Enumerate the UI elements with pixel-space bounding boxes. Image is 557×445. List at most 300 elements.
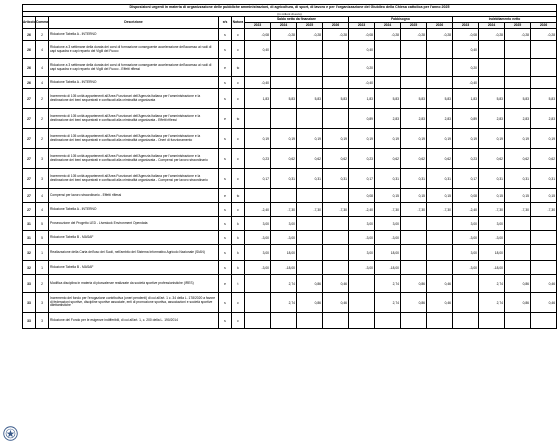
cell-value-saldo [245, 109, 271, 129]
cell-value-ind: 0,62 [531, 149, 557, 169]
cell-value-ind: 0,15 [531, 189, 557, 203]
cell-value-saldo: 0,62 [297, 149, 323, 169]
cell-value-fab [349, 313, 375, 329]
cell-value-ind: 0,40 [453, 41, 479, 59]
cell-value-saldo: -0,40 [245, 77, 271, 89]
cell-value-saldo: 0,19 [245, 129, 271, 149]
cell-natura: k [232, 245, 245, 261]
header-year-indebitamento: 2023 [453, 23, 479, 29]
cell-value-saldo: 0,46 [323, 293, 349, 313]
cell-value-fab: 0,19 [427, 129, 453, 149]
cell-value-fab: 0,31 [401, 169, 427, 189]
cell-value-saldo: 0,62 [271, 149, 297, 169]
cell-value-saldo: -3,00 [245, 261, 271, 275]
cell-value-saldo [271, 109, 297, 129]
table-row [23, 169, 557, 189]
cell-comma: 3 [36, 293, 49, 313]
cell-value-saldo [323, 245, 349, 261]
cell-value-fab: -0,40 [349, 77, 375, 89]
cell-value-fab: 0,17 [349, 169, 375, 189]
cell-comma: 4 [36, 203, 49, 217]
cell-value-saldo: 5,83 [297, 89, 323, 109]
cell-value-saldo: 3,00 [271, 217, 297, 231]
cell-value-fab: -3,00 [349, 231, 375, 245]
cell-value-ind: 0,19 [479, 129, 505, 149]
cell-value-saldo [297, 41, 323, 59]
cell-value-saldo: 0,86 [297, 293, 323, 313]
cell-natura: c [232, 293, 245, 313]
cell-natura: c [232, 129, 245, 149]
cell-value-ind: -7,30 [505, 203, 531, 217]
cell-value-fab [375, 41, 401, 59]
cell-value-saldo [245, 275, 271, 293]
cell-es: s [219, 77, 232, 89]
cell-es: s [219, 245, 232, 261]
header-year-fabbisogno: 2026 [427, 23, 453, 29]
cell-natura: t [232, 275, 245, 293]
cell-value-ind [531, 261, 557, 275]
cell-descrizione: Riduzione Tabella A - INTERNO [49, 29, 219, 41]
cell-value-saldo [323, 217, 349, 231]
cell-value-fab: -2,40 [349, 203, 375, 217]
cell-value-saldo: -0,28 [297, 29, 323, 41]
cell-value-saldo [245, 59, 271, 77]
cell-value-saldo: 0,17 [245, 169, 271, 189]
cell-natura: c [232, 313, 245, 329]
header-group-saldo: Saldo netto da finanziare [245, 17, 349, 23]
table-row [23, 217, 557, 231]
cell-comma: 2 [36, 129, 49, 149]
cell-value-saldo: 0,86 [297, 275, 323, 293]
header-year-indebitamento: 2025 [505, 23, 531, 29]
cell-value-saldo [297, 217, 323, 231]
cell-value-ind: -3,00 [479, 231, 505, 245]
cell-value-fab: -7,30 [427, 203, 453, 217]
cell-value-ind: -0,28 [479, 29, 505, 41]
cell-articolo: 31 [23, 217, 36, 231]
cell-es: s [219, 149, 232, 169]
cell-descrizione: Compensi per lavoro straordinario - Effetti riflessi [49, 189, 219, 203]
cell-value-ind [479, 313, 505, 329]
cell-value-ind [505, 261, 531, 275]
cell-value-saldo: 0,46 [323, 275, 349, 293]
cell-value-saldo: 2,74 [271, 275, 297, 293]
cell-value-fab [427, 59, 453, 77]
cell-value-ind: 0,15 [479, 189, 505, 203]
cell-value-fab [375, 59, 401, 77]
cell-value-ind: 0,89 [453, 109, 479, 129]
cell-comma: 2 [36, 89, 49, 109]
cell-value-fab: 2,74 [375, 293, 401, 313]
cell-value-saldo: 1,83 [245, 89, 271, 109]
cell-value-saldo [323, 189, 349, 203]
header-year-saldo: 2023 [245, 23, 271, 29]
cell-natura: c [232, 203, 245, 217]
cell-comma: 4 [36, 189, 49, 203]
cell-natura: c [232, 149, 245, 169]
cell-value-fab: 5,83 [427, 89, 453, 109]
cell-descrizione: Riduzione Tabella A - INTERNO [49, 203, 219, 217]
cell-value-saldo: -2,40 [245, 203, 271, 217]
table-subtitle: (in milioni di euro) [23, 12, 557, 17]
cell-value-saldo: 3,00 [245, 217, 271, 231]
cell-value-ind: 0,17 [453, 169, 479, 189]
cell-es: s [219, 261, 232, 275]
cell-value-saldo [271, 77, 297, 89]
cell-value-saldo: 0,40 [245, 41, 271, 59]
cell-articolo: 27 [23, 203, 36, 217]
cell-value-fab: 0,86 [401, 293, 427, 313]
cell-value-saldo: -3,00 [271, 231, 297, 245]
cell-value-ind: 0,46 [531, 275, 557, 293]
cell-value-ind [531, 77, 557, 89]
cell-value-ind: -3,00 [453, 261, 479, 275]
cell-descrizione: Incremento di 105 unità appartenenti all'Area Funzionari dell'Agenzia Italiana per l'amministrazione e la destinazione dei beni sequestrati e confiscati alla criminalità organizzata - Effetti riflessi [49, 109, 219, 129]
cell-value-fab: 5,83 [375, 89, 401, 109]
cell-es: s [219, 203, 232, 217]
cell-value-fab [375, 77, 401, 89]
cell-value-ind: 0,19 [453, 129, 479, 149]
cell-value-ind [505, 41, 531, 59]
cell-articolo: 27 [23, 129, 36, 149]
cell-value-fab: 0,08 [349, 189, 375, 203]
cell-value-ind: 18,00 [479, 245, 505, 261]
cell-articolo: 27 [23, 109, 36, 129]
cell-value-saldo: -0,08 [245, 29, 271, 41]
cell-value-ind [453, 293, 479, 313]
cell-value-fab: 5,83 [401, 89, 427, 109]
table-body [23, 29, 557, 329]
cell-value-saldo [297, 245, 323, 261]
cell-value-ind [531, 59, 557, 77]
cell-value-fab: 0,31 [427, 169, 453, 189]
table-title: Disposizioni urgenti in materia di organizzazione delle pubbliche amministrazioni, di agricoltura, di sport, di lavoro e per l'organizzazione del Giubileo della Chiesa cattolica per l'anno 2025 [23, 5, 557, 12]
cell-descrizione: Riduzione del Fondo per le esigenze indifferibili, di cui all'art. 1, c. 200 della L. 190/2014 [49, 313, 219, 329]
table-row [23, 245, 557, 261]
cell-value-fab: 0,23 [349, 149, 375, 169]
cell-value-ind: 0,86 [505, 275, 531, 293]
cell-natura: k [232, 261, 245, 275]
cell-es: e [219, 275, 232, 293]
cell-value-saldo: -18,00 [271, 261, 297, 275]
table-row [23, 109, 557, 129]
cell-value-fab: 0,15 [375, 189, 401, 203]
cell-value-ind: 2,83 [531, 109, 557, 129]
cell-value-fab: 0,19 [349, 129, 375, 149]
cell-value-ind: 0,08 [453, 189, 479, 203]
cell-value-saldo: 0,62 [323, 149, 349, 169]
cell-descrizione: Incremento di 105 unità appartenenti all'Area Funzionari dell'Agenzia Italiana per l'amministrazione e la destinazione dei beni sequestrati e confiscati alla criminalità organizzata - Compensi per lavoro straordinario [49, 169, 219, 189]
cell-value-saldo [271, 189, 297, 203]
cell-value-fab [349, 293, 375, 313]
cell-value-ind: 0,20 [453, 59, 479, 77]
cell-es: e [219, 59, 232, 77]
cell-comma: 1 [36, 245, 49, 261]
cell-value-ind [479, 77, 505, 89]
table-row [23, 77, 557, 89]
cell-value-fab: -0,28 [401, 29, 427, 41]
cell-value-ind: 2,83 [479, 109, 505, 129]
cell-value-ind: 5,83 [479, 89, 505, 109]
cell-value-ind: 3,00 [453, 217, 479, 231]
header-year-fabbisogno: 2023 [349, 23, 375, 29]
cell-value-saldo: 0,19 [297, 129, 323, 149]
cell-es: s [219, 129, 232, 149]
cell-value-saldo: 0,19 [271, 129, 297, 149]
cell-articolo: 27 [23, 149, 36, 169]
cell-value-saldo: 3,00 [245, 245, 271, 261]
cell-value-fab: -3,00 [375, 231, 401, 245]
cell-value-ind [453, 275, 479, 293]
cell-natura: tc [232, 189, 245, 203]
cell-value-ind: -0,28 [505, 29, 531, 41]
cell-value-ind: -0,28 [531, 29, 557, 41]
cell-natura: c [232, 77, 245, 89]
cell-descrizione: Riduzione Tabella B - MASAF [49, 231, 219, 245]
cell-value-ind: 0,23 [453, 149, 479, 169]
cell-value-fab: 0,46 [427, 275, 453, 293]
cell-natura: c [232, 41, 245, 59]
cell-value-saldo: 5,83 [271, 89, 297, 109]
cell-value-ind: 3,00 [453, 245, 479, 261]
cell-es: e [219, 109, 232, 129]
cell-articolo: 32 [23, 261, 36, 275]
cell-value-ind [531, 41, 557, 59]
cell-value-saldo [297, 77, 323, 89]
cell-value-fab: 3,00 [375, 217, 401, 231]
cell-descrizione: Realizzazione della Carta dell'uso dei Suoli, nell'ambito del Sistema Informativo Agricolo Nazionale (SIAN) [49, 245, 219, 261]
cell-natura: k [232, 217, 245, 231]
cell-value-ind [479, 41, 505, 59]
cell-value-saldo [271, 41, 297, 59]
cell-descrizione: Riduzione Tabella A - INTERNO [49, 77, 219, 89]
cell-value-saldo: -7,30 [297, 203, 323, 217]
cell-comma: 2 [36, 29, 49, 41]
header-year-saldo: 2025 [297, 23, 323, 29]
cell-es: s [219, 217, 232, 231]
cell-value-ind: 0,19 [531, 129, 557, 149]
cell-value-fab [401, 245, 427, 261]
cell-descrizione: Riduzione a 3 settimane della durata dei corsi di formazione conseguente accelerazione dell'accesso ai ruoli di capi squadra e capi reparto del Vigili del Fuoco [49, 41, 219, 59]
cell-comma: 2 [36, 109, 49, 129]
cell-value-fab: 0,89 [349, 109, 375, 129]
cell-value-fab: 0,46 [427, 293, 453, 313]
cell-articolo: 27 [23, 169, 36, 189]
cell-value-fab [401, 59, 427, 77]
cell-comma: 4 [36, 59, 49, 77]
cell-comma: 4 [36, 77, 49, 89]
cell-comma: 2 [36, 275, 49, 293]
cell-value-fab [401, 313, 427, 329]
cell-value-saldo: -3,00 [245, 231, 271, 245]
cell-value-ind: 0,15 [505, 189, 531, 203]
cell-value-ind: -0,40 [453, 77, 479, 89]
cell-articolo: 26 [23, 59, 36, 77]
cell-value-ind: -3,00 [453, 231, 479, 245]
cell-value-fab [401, 217, 427, 231]
header-descrizione: Descrizione [49, 17, 219, 29]
cell-value-saldo [323, 109, 349, 129]
cell-value-fab: 0,62 [375, 149, 401, 169]
header-es: e/s [219, 17, 232, 29]
cell-natura: c [232, 29, 245, 41]
cell-value-fab: -3,00 [349, 261, 375, 275]
cell-value-ind: 1,83 [453, 89, 479, 109]
cell-value-ind [505, 245, 531, 261]
cell-value-saldo: -0,28 [323, 29, 349, 41]
cell-value-fab: 3,00 [349, 245, 375, 261]
cell-value-fab [401, 261, 427, 275]
header-year-indebitamento: 2024 [479, 23, 505, 29]
cell-value-fab: 2,74 [375, 275, 401, 293]
cell-value-fab: 0,19 [401, 129, 427, 149]
cell-value-saldo [245, 189, 271, 203]
cell-value-ind: 0,31 [479, 169, 505, 189]
header-comma: Comma [36, 17, 49, 29]
table-row [23, 275, 557, 293]
cell-natura: c [232, 169, 245, 189]
cell-value-ind: -18,00 [479, 261, 505, 275]
cell-value-saldo [323, 59, 349, 77]
cell-descrizione: Riduzione a 3 settimane della durata dei corsi di formazione conseguente accelerazione dell'accesso ai ruoli di capi squadra e capi reparto del Vigili del Fuoco - Effetti riflessi [49, 59, 219, 77]
cell-value-fab: 2,83 [427, 109, 453, 129]
table-row [23, 231, 557, 245]
cell-value-ind: -7,30 [479, 203, 505, 217]
cell-value-saldo [323, 313, 349, 329]
cell-value-ind: 0,31 [531, 169, 557, 189]
cell-es: s [219, 313, 232, 329]
cell-value-ind: 3,00 [479, 217, 505, 231]
cell-value-ind: 5,83 [531, 89, 557, 109]
cell-descrizione: Incremento di 105 unità appartenenti all'Area Funzionari dell'Agenzia Italiana per l'amministrazione e la destinazione dei beni sequestrati e confiscati alla criminalità organizzata - Compensi per lavoro straordinario [49, 149, 219, 169]
cell-value-fab: 2,83 [375, 109, 401, 129]
cell-descrizione: Riduzione Tabella B - MASAF [49, 261, 219, 275]
cell-value-fab [401, 231, 427, 245]
republic-emblem-icon [3, 426, 18, 441]
cell-value-ind [531, 313, 557, 329]
cell-comma: 1 [36, 261, 49, 275]
cell-value-saldo: -0,28 [271, 29, 297, 41]
table-row [23, 313, 557, 329]
cell-descrizione: Incremento del fondo per l'erogazione contributiva (oneri pendenti) di cui all'art. 1 c. 34 della L. 178/2020 a favore di federazioni sportive, discipline sportive associate, enti di promozione sportiva, associazioni e società sportive dilettantistiche [49, 293, 219, 313]
cell-value-fab: -0,28 [375, 29, 401, 41]
cell-value-saldo: 0,19 [323, 129, 349, 149]
cell-value-fab [427, 77, 453, 89]
cell-articolo: 33 [23, 313, 36, 329]
cell-value-fab: 0,20 [349, 59, 375, 77]
header-year-saldo: 2026 [323, 23, 349, 29]
cell-value-fab: 1,83 [349, 89, 375, 109]
cell-value-ind: 0,62 [505, 149, 531, 169]
cell-value-fab [427, 231, 453, 245]
cell-articolo: 33 [23, 275, 36, 293]
cell-es: e [219, 189, 232, 203]
table-row [23, 41, 557, 59]
cell-comma: 4 [36, 41, 49, 59]
cell-value-saldo: 0,31 [297, 169, 323, 189]
fiscal-effects-sheet [22, 4, 556, 329]
cell-articolo: 33 [23, 293, 36, 313]
table-row [23, 261, 557, 275]
cell-value-ind [505, 313, 531, 329]
header-group-fabbisogno: Fabbisogno [349, 17, 453, 23]
cell-value-ind: 2,83 [505, 109, 531, 129]
cell-value-ind: 0,19 [505, 129, 531, 149]
cell-value-fab: 18,00 [375, 245, 401, 261]
cell-value-ind: 0,31 [505, 169, 531, 189]
table-row [23, 149, 557, 169]
cell-value-saldo: 2,74 [271, 293, 297, 313]
cell-natura: k [232, 231, 245, 245]
cell-value-fab: 0,62 [401, 149, 427, 169]
cell-value-saldo: 0,31 [323, 169, 349, 189]
cell-comma: 5 [36, 217, 49, 231]
cell-value-saldo: -7,30 [271, 203, 297, 217]
cell-value-ind [505, 231, 531, 245]
cell-value-ind: 0,46 [531, 293, 557, 313]
table-row [23, 129, 557, 149]
cell-value-ind: -7,30 [531, 203, 557, 217]
cell-value-saldo [297, 313, 323, 329]
cell-value-fab [401, 77, 427, 89]
cell-value-fab [427, 41, 453, 59]
cell-value-saldo [323, 261, 349, 275]
cell-value-fab: 0,62 [427, 149, 453, 169]
cell-value-fab [427, 313, 453, 329]
header-articolo: Articolo [23, 17, 36, 29]
cell-natura: tc [232, 109, 245, 129]
cell-value-ind: 2,74 [479, 275, 505, 293]
cell-value-ind: 2,74 [479, 293, 505, 313]
cell-value-saldo [323, 41, 349, 59]
cell-descrizione: Modifica disciplina in materia di plusvalenze realizzate da società sportive professionistiche (IRES) [49, 275, 219, 293]
cell-value-saldo [323, 231, 349, 245]
cell-value-ind [505, 77, 531, 89]
header-year-fabbisogno: 2024 [375, 23, 401, 29]
cell-value-saldo [297, 189, 323, 203]
cell-value-ind [531, 217, 557, 231]
cell-value-fab: 0,15 [427, 189, 453, 203]
cell-articolo: 27 [23, 189, 36, 203]
cell-descrizione: Incremento di 105 unità appartenenti all'Area Funzionari dell'Agenzia Italiana per l'amministrazione e la destinazione dei beni sequestrati e confiscati alla criminalità organizzata [49, 89, 219, 109]
cell-comma: 3 [36, 313, 49, 329]
cell-es: s [219, 89, 232, 109]
cell-value-ind [479, 59, 505, 77]
table-row [23, 89, 557, 109]
cell-value-fab: -7,30 [375, 203, 401, 217]
cell-value-fab [375, 313, 401, 329]
cell-value-fab: 0,31 [375, 169, 401, 189]
cell-descrizione: Incremento di 105 unità appartenenti all'Area Funzionari dell'Agenzia Italiana per l'amministrazione e la destinazione dei beni sequestrati e confiscati alla criminalità organizzata - Oneri di funzionamento [49, 129, 219, 149]
cell-value-saldo: 18,00 [271, 245, 297, 261]
cell-value-saldo: -7,30 [323, 203, 349, 217]
cell-value-fab: 0,40 [349, 41, 375, 59]
cell-value-saldo [297, 59, 323, 77]
cell-value-ind [505, 217, 531, 231]
cell-es: s [219, 169, 232, 189]
cell-value-saldo [297, 109, 323, 129]
table-row [23, 293, 557, 313]
cell-value-ind [505, 59, 531, 77]
cell-es: s [219, 41, 232, 59]
cell-es: s [219, 231, 232, 245]
cell-value-ind: 0,62 [479, 149, 505, 169]
cell-articolo: 27 [23, 89, 36, 109]
cell-value-ind: 5,83 [505, 89, 531, 109]
cell-articolo: 26 [23, 77, 36, 89]
cell-natura: c [232, 89, 245, 109]
header-year-saldo: 2024 [271, 23, 297, 29]
